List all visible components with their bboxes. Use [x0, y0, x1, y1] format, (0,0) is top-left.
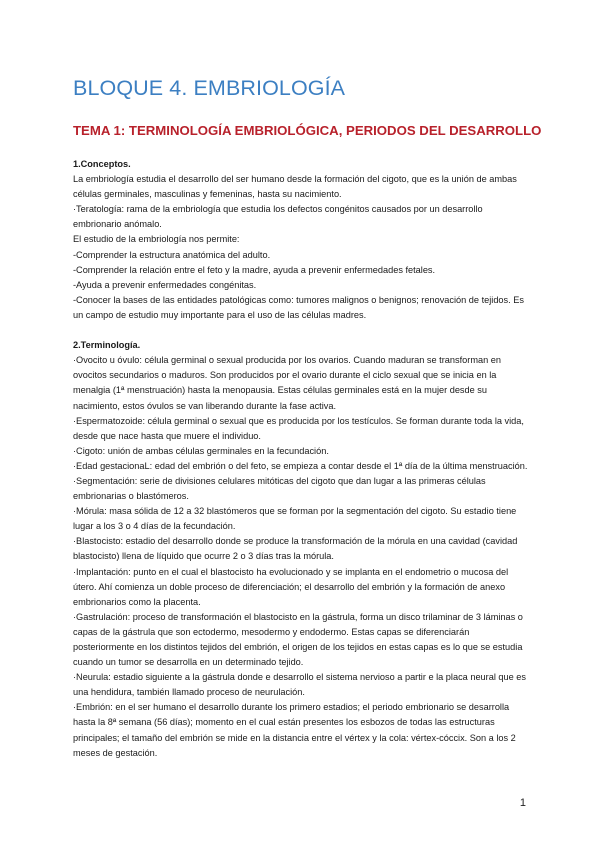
definition-implantacion: ·Implantación: punto en el cual el blastocisto ha evolucionado y se implanta en el endometrio o mucosa del útero. Ahí comienza un doble proceso de diferenciación; el desarrollo del embrión y la formación de anexo embrionarios como la placenta. — [73, 566, 509, 607]
definition-morula: ·Mórula: masa sólida de 12 a 32 blastómeros que se forman por la segmentación del cigoto. Su estadio tiene lugar a los 3 o 4 días de la fecundación. — [73, 506, 517, 532]
definition-segmentacion: ·Segmentación: serie de divisiones celulares mitóticas del cigoto que dan lugar a las primeras células embrionarias o blastómeros. — [73, 475, 486, 502]
list-item: -Comprender la estructura anatómica del adulto. — [73, 249, 271, 260]
paragraph: ·Teratología: rama de la embriología que estudia los defectos congénitos causados por un desarrollo embrionario anómalo. — [73, 204, 483, 230]
topic-heading: TEMA 1: TERMINOLOGÍA EMBRIOLÓGICA, PERIODOS DEL DESARROLLO — [73, 123, 542, 138]
section-spacer — [73, 323, 533, 338]
section-heading-conceptos: 1.Conceptos. — [73, 159, 131, 169]
paragraph: El estudio de la embriología nos permite: — [73, 234, 240, 245]
definition-blastocisto: ·Blastocisto: estadio del desarrollo donde se produce la transformación de la mórula en una cavidad (cavidad blastocisto) llena de líquido que ocurre 2 o 3 días tras la mórula. — [73, 536, 518, 562]
definition-neurula: ·Neurula: estadio siguiente a la gástrula donde e desarrollo el sistema nervioso a partir e la placa neural que es una hendidura, también llamado proceso de neurulación. — [73, 672, 527, 698]
list-item: -Conocer la bases de las entidades patológicas como: tumores malignos o benignos; renovación de tejidos. Es un campo de estudio muy importante para el uso de las células madres. — [73, 294, 524, 320]
page-number: 1 — [519, 797, 526, 809]
definition-cigoto: ·Cigoto: unión de ambas células germinales en la fecundación. — [73, 445, 329, 456]
list-item: -Comprender la relación entre el feto y la madre, ayuda a prevenir enfermedades fetales. — [73, 264, 436, 275]
paragraph: La embriología estudia el desarrollo del ser humano desde la formación del cigoto, que es la unión de ambas células germinales, masculinas y femeninas, hasta su nacimiento. — [73, 174, 517, 200]
document-body — [73, 157, 533, 761]
definition-ovocito: ·Ovocito u óvulo: célula germinal o sexual producida por los ovarios. Cuando maduran se transforman en ovocitos secundarios o maduros. Son producidos por el ovario durante el ciclo sexual que se inicia en la menalgia (1ª menstruación) hasta la menopausia. Estas células germinales está en la mujer desde su nacimiento, estos óvulos se van liberando durante la fase activa. — [73, 355, 501, 411]
document-title: BLOQUE 4. EMBRIOLOGÍA — [73, 76, 346, 100]
definition-gastrulacion: ·Gastrulación: proceso de transformación el blastocisto en la gástrula, forma un disco trilaminar de 3 láminas o capas de la gástrula que son ectodermo, mesodermo y endodermo. Estas capas se diferenciarán posteriormente en los distintos tejidos del embrión, el origen de los tejidos en estas capas es lo que se estudia cuando un tumor se desarrolla en un determinado tejido. — [73, 611, 523, 668]
section-heading-terminologia: 2.Terminología. — [73, 340, 141, 351]
definition-embrion: ·Embrión: en el ser humano el desarrollo durante los primero estadios; el periodo embrionario se desarrolla hasta la 8ª semana (56 días); momento en el cual están presentes los esbozos de todas las estructuras principales; el tamaño del embrión se mide en la distancia entre el vértex y la cola: vértex-cóccix. Son a los 2 meses de gestación. — [73, 702, 516, 758]
definition-espermatozoide: ·Espermatozoide: célula germinal o sexual que es producida por los testículos. Se forman durante toda la vida, desde que nace hasta que muere el individuo. — [73, 415, 524, 441]
definition-edad-gestacional: ·Edad gestacionaL: edad del embrión o del feto, se empieza a contar desde el 1ª día de la última menstruación. — [73, 460, 528, 471]
list-item: -Ayuda a prevenir enfermedades congénitas. — [73, 279, 257, 290]
